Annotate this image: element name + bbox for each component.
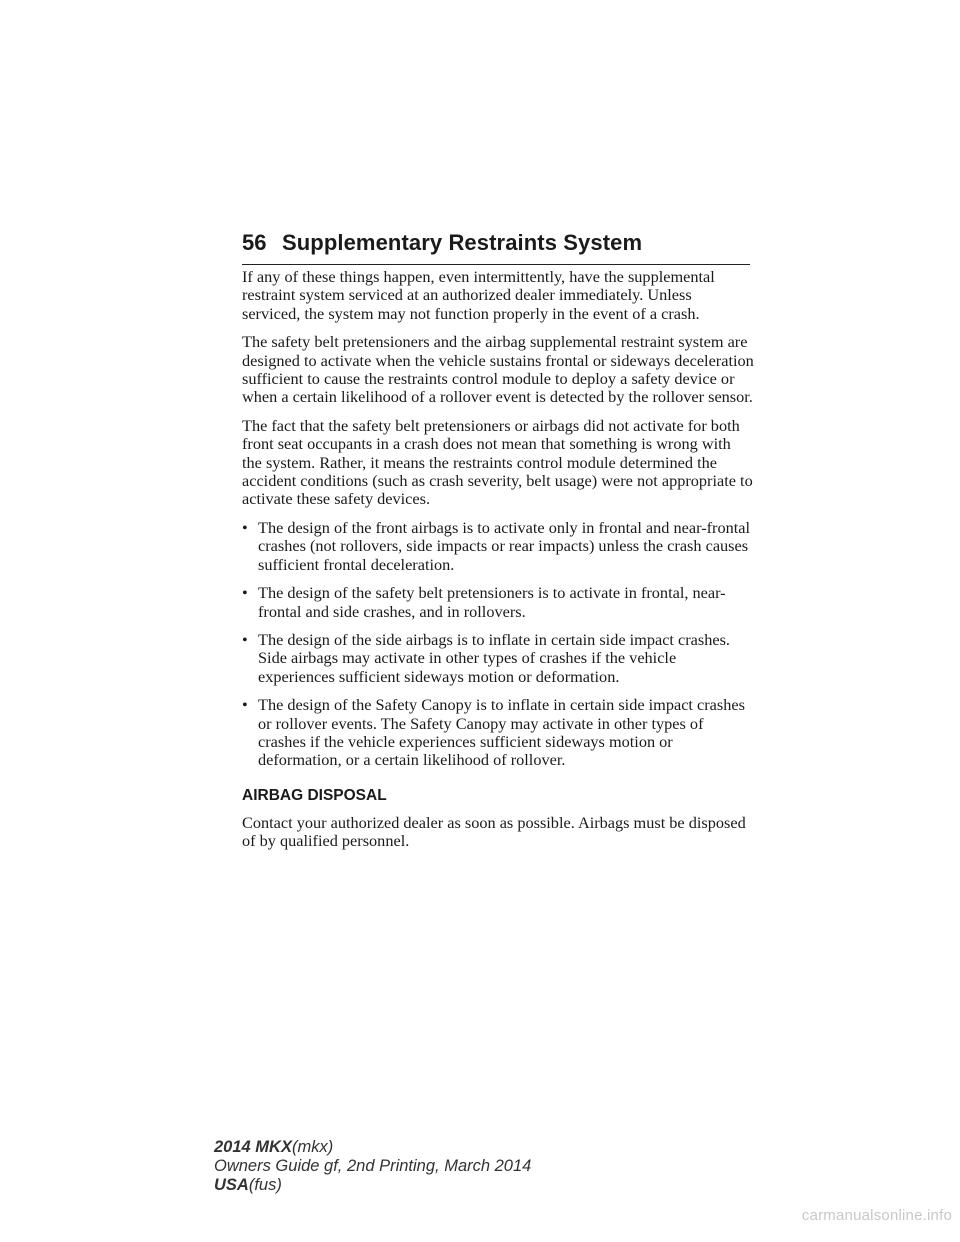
footer-market-code: (fus) bbox=[248, 1176, 282, 1194]
bullet-icon: • bbox=[242, 583, 248, 603]
list-item bbox=[242, 631, 754, 686]
list-item-text: The design of the Safety Canopy is to inflate in certain side impact crashes or rollover events. The Safety Canopy may activate in other types of crashes if the vehicle experiences sufficient sideways motion or deformation, or a certain likelihood of rollover. bbox=[258, 695, 745, 770]
footer-guide-line: Owners Guide gf, 2nd Printing, March 2014 bbox=[214, 1157, 532, 1175]
list-item-text: The design of the front airbags is to activate only in frontal and near-frontal crashes (not rollovers, side impacts or rear impacts) unless the crash causes sufficient frontal deceleration. bbox=[258, 517, 751, 574]
section-title: Supplementary Restraints System bbox=[282, 230, 643, 255]
bullet-icon: • bbox=[242, 629, 248, 649]
list-item bbox=[242, 696, 754, 770]
design-bullet-list bbox=[242, 519, 754, 770]
paragraph-activation: The fact that the safety belt pretensioners or airbags did not activate for both front seat occupants in a crash does not mean that something is wrong with the system. Rather, it means the restraints control module determined the accident conditions (such as crash severity, belt usage) were not appropriate to activate these safety devices. bbox=[242, 415, 753, 509]
bullet-icon: • bbox=[242, 695, 248, 715]
list-item-text: The design of the side airbags is to inflate in certain side impact crashes. Side airbags may activate in other types of crashes if the vehicle experiences sufficient sideways motion or deformation. bbox=[258, 629, 731, 686]
footer-model-line bbox=[214, 1138, 531, 1157]
page-body bbox=[242, 268, 754, 861]
watermark-text: carmanualsonline.info bbox=[801, 1207, 952, 1224]
footer-model: 2014 MKX bbox=[214, 1138, 292, 1156]
list-item bbox=[242, 519, 754, 574]
list-item bbox=[242, 584, 754, 621]
subheading-airbag-disposal: AIRBAG DISPOSAL bbox=[242, 786, 387, 804]
page-number: 56 bbox=[242, 230, 267, 255]
page-header bbox=[242, 228, 750, 265]
list-item-text: The design of the safety belt pretensioners is to activate in frontal, near-frontal and side crashes, and in rollovers. bbox=[258, 583, 726, 621]
footer-market: USA bbox=[214, 1176, 249, 1194]
paragraph-pretensioners: The safety belt pretensioners and the airbag supplemental restraint system are designed to activate when the vehicle sustains frontal or sideways deceleration sufficient to cause the restraints control module to deploy a safety device or when a certain likelihood of a rollover event is detected by the rollover sensor. bbox=[242, 332, 754, 407]
paragraph-disposal: Contact your authorized dealer as soon as possible. Airbags must be disposed of by qualified personnel. bbox=[242, 812, 746, 851]
bullet-icon: • bbox=[242, 517, 248, 537]
paragraph-service: If any of these things happen, even intermittently, have the supplemental restraint system serviced at an authorized dealer immediately. Unless serviced, the system may not function properly in the event of a crash. bbox=[242, 267, 715, 323]
page-footer bbox=[214, 1138, 531, 1195]
footer-model-code: (mkx) bbox=[291, 1138, 334, 1156]
footer-market-line bbox=[214, 1176, 531, 1195]
